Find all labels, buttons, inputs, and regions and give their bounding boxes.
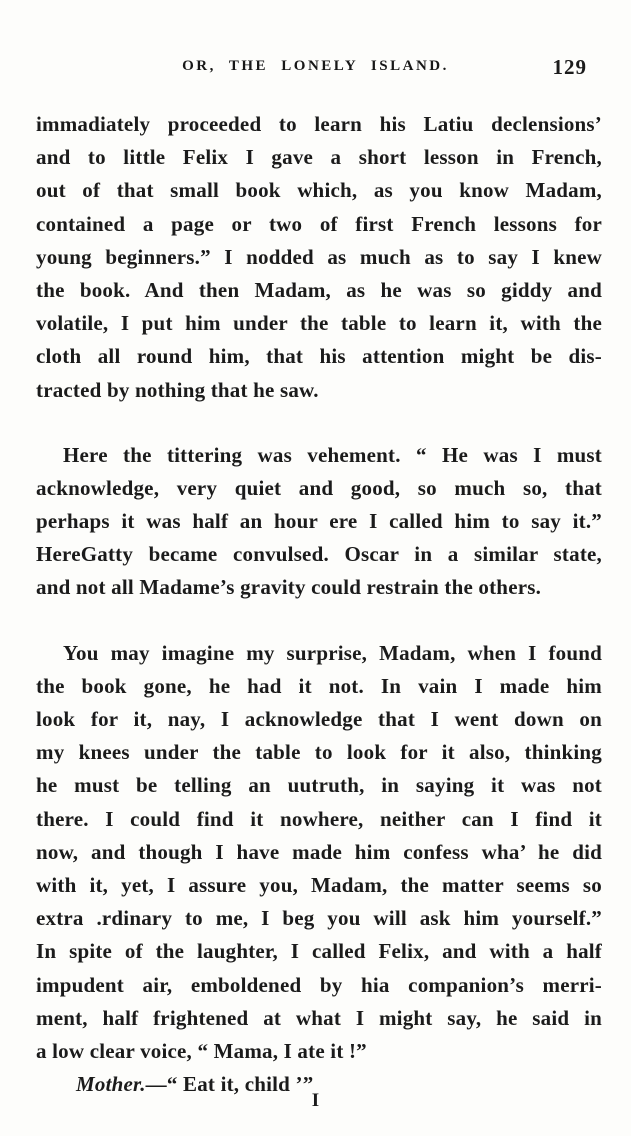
paragraph-3: [36, 637, 602, 1068]
text-line: young beginners.” I nodded as much as to say I knew: [36, 244, 602, 269]
page-foot: [0, 1090, 631, 1112]
dialogue-text: —“ Eat it, child ’”: [145, 1072, 314, 1097]
text-line: HereGatty became convulsed. Oscar in a similar state,: [36, 542, 602, 567]
text-line: volatile, I put him under the table to learn it, with the: [36, 311, 602, 336]
paragraph-1: [36, 108, 602, 407]
text-line: tracted by nothing that he saw.: [36, 377, 319, 402]
text-line: ment, half frightened at what I might say, he said in: [36, 1005, 602, 1030]
text-line: extra .rdinary to me, I beg you will ask him yourself.”: [36, 906, 602, 931]
text-line: immadiately proceeded to learn his Latiu declensions’: [36, 112, 602, 136]
text-line: the book gone, he had it not. In vain I made him: [36, 673, 602, 698]
text-line: and to little Felix I gave a short lesson in French,: [36, 145, 602, 170]
page-header: [0, 55, 631, 84]
text-line: he must be telling an uutruth, in saying it was not: [36, 773, 602, 798]
text-line: impudent air, emboldened by hia companion’s merri-: [36, 972, 602, 997]
text-line: a low clear voice, “ Mama, I ate it !”: [36, 1038, 367, 1063]
text-line: look for it, nay, I acknowledge that I went down on: [36, 707, 602, 731]
text-line: contained a page or two of first French lessons for: [36, 211, 602, 236]
running-title: OR, THE LONELY ISLAND.: [182, 58, 449, 74]
text-line: Here the tittering was vehement. “ He was I must: [63, 442, 602, 467]
text-line: out of that small book which, as you know Madam,: [36, 178, 602, 203]
text-line: there. I could find it nowhere, neither can I find it: [36, 806, 602, 831]
text-line: the book. And then Madam, as he was so giddy and: [36, 277, 602, 302]
text-line: cloth all round him, that his attention might be dis-: [36, 344, 602, 369]
text-line: perhaps it was half an hour ere I called him to say it.”: [36, 509, 602, 534]
text-line: my knees under the table to look for it also, thinking: [36, 740, 602, 765]
paragraph-2: [36, 439, 602, 605]
text-line: In spite of the laughter, I called Felix, and with a half: [36, 939, 602, 964]
text-line: and not all Madame’s gravity could restrain the others.: [36, 575, 542, 600]
text-line: with it, yet, I assure you, Madam, the matter seems so: [36, 872, 602, 897]
text-line: You may imagine my surprise, Madam, when I found: [63, 640, 602, 665]
text-line: acknowledge, very quiet and good, so much so, that: [36, 475, 602, 500]
signature-mark: I: [311, 1090, 320, 1111]
dialogue-speaker: Mother.: [76, 1072, 146, 1097]
text-line: now, and though I have made him confess wha’ he did: [36, 839, 602, 864]
page-text: [36, 108, 602, 1101]
page-number: 129: [552, 55, 587, 79]
